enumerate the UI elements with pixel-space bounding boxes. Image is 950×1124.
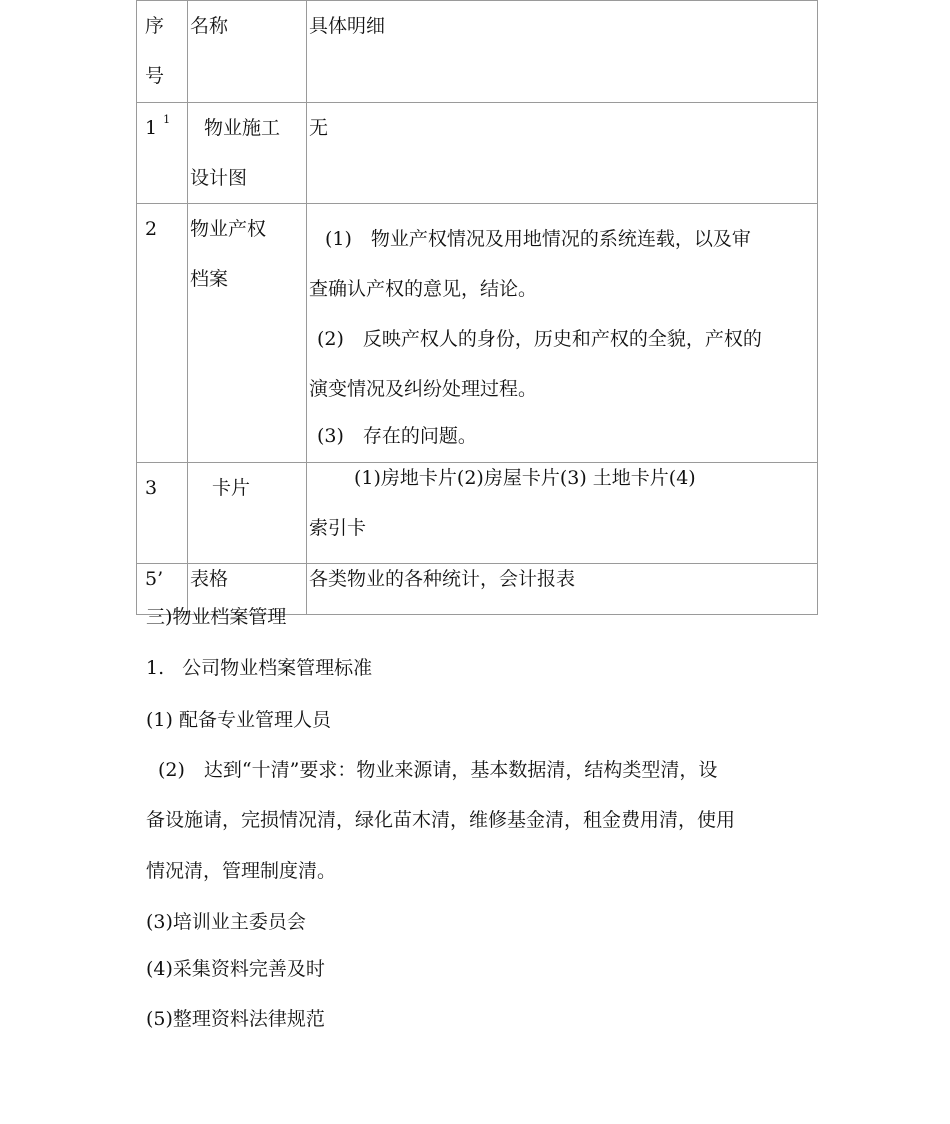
row-detail-line: (2) 反映产权人的身份，历史和产权的全貌，产权的	[317, 328, 762, 350]
row-detail-cell: 各类物业的各种统计，会计报表	[307, 564, 818, 615]
archive-table	[136, 0, 818, 615]
header-seq-cell	[137, 1, 188, 103]
list-item: (4)采集资料完善及时	[146, 958, 325, 980]
row-name-cell	[188, 204, 307, 463]
subsection-heading	[146, 641, 816, 695]
row-name-line1: 物业施工	[204, 117, 281, 139]
row-seq-cell: 5’	[137, 564, 188, 615]
row-name-line2: 档案	[190, 268, 229, 290]
row-seq: 1	[145, 117, 158, 139]
header-seq-line1: 序	[145, 15, 165, 37]
row-detail-cell	[307, 463, 818, 564]
subsection-title: 公司物业档案管理标准	[182, 657, 373, 679]
row-detail-cell	[307, 204, 818, 463]
row-detail-line: 无	[309, 117, 329, 139]
row-name-cell	[188, 103, 307, 204]
section-body	[146, 593, 816, 1047]
row-name-line2: 设计图	[190, 167, 248, 189]
row-detail-line: 查确认产权的意见，结论。	[309, 278, 538, 300]
row-detail-line: 演变情况及纠纷处理过程。	[309, 378, 538, 400]
header-name-cell: 名称	[188, 1, 307, 103]
table-row	[137, 463, 818, 564]
list-item: 备设施请，完损情况清，绿化苗木清，维修基金清，租金费用清，使用	[146, 809, 736, 831]
list-item: 情况清，管理制度清。	[146, 860, 337, 882]
row-name-line1: 物业产权	[190, 218, 267, 240]
list-item: (5)整理资料法律规范	[146, 1008, 325, 1030]
list-item: (3)培训业主委员会	[146, 911, 306, 933]
list-item: (1) 配备专业管理人员	[146, 709, 331, 731]
subsection-number: 1.	[146, 657, 165, 679]
table-row	[137, 204, 818, 463]
row-seq-cell: 2	[137, 204, 188, 463]
list-item: (2) 达到“十清”要求：物业来源请，基本数据清，结构类型清，设	[158, 759, 718, 781]
row-detail-line: (3) 存在的问题。	[317, 425, 477, 447]
row-detail-line: 索引卡	[309, 517, 367, 539]
row-name-cell: 表格	[188, 564, 307, 615]
row-seq-superscript: 1	[163, 113, 171, 126]
row-detail-line: (1) 物业产权情况及用地情况的系统连载，以及审	[325, 228, 751, 250]
row-detail-cell	[307, 103, 818, 204]
row-detail-line: (1)房地卡片(2)房屋卡片(3) 土地卡片(4)	[354, 467, 696, 489]
header-detail-cell: 具体明细	[307, 1, 818, 103]
row-name-cell: 卡片	[188, 463, 307, 564]
table-row	[137, 103, 818, 204]
table-header-row	[137, 1, 818, 103]
header-seq-line2: 号	[145, 65, 165, 87]
section-heading: 三)物业档案管理	[146, 606, 287, 628]
row-seq-cell	[137, 103, 188, 204]
row-seq-cell: 3	[137, 463, 188, 564]
